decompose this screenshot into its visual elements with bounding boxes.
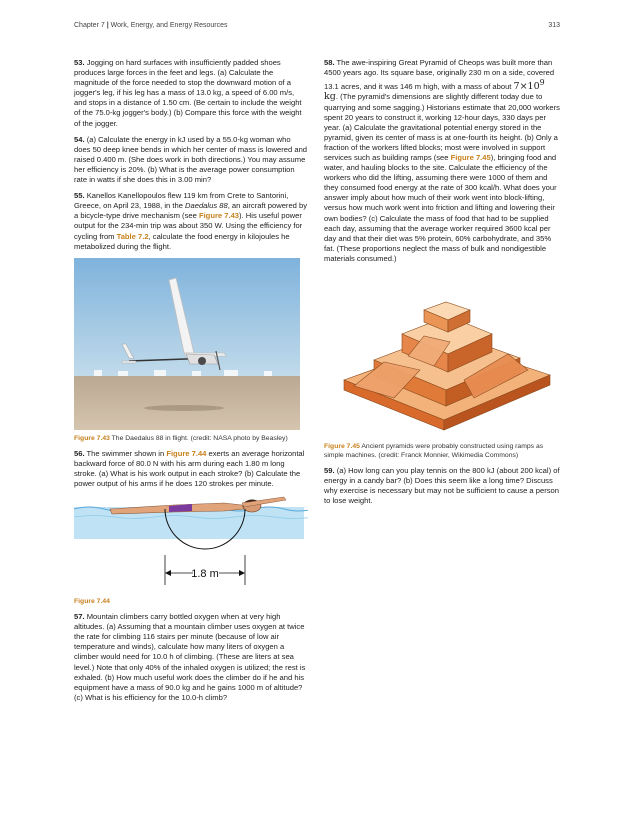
caption-text: The Daedalus 88 in flight. (credit: NASA photo by Beasley) [109,434,288,442]
problem-text: The swimmer shown in [86,448,167,458]
problem-58 [324,58,560,264]
table-link[interactable]: Table 7.2 [116,231,149,241]
right-column [324,58,560,512]
problem-number: 56. [74,448,85,458]
figure-link[interactable]: Figure 7.45 [450,153,491,162]
stroke-length-label: 1.8 m [191,568,219,581]
chapter-label: Chapter 7 [74,22,105,29]
caption-text: Ancient pyramids were probably constructed using ramps as simple machines. (credit: Franck Monnier, Wikimedia Commons) [324,443,544,460]
problem-number: 59. [324,466,335,476]
page-header [74,22,560,29]
problem-text: , an aircraft powered by a bicycle-type drive mechanism (see [74,201,308,221]
problem-text: ), bringing food and water, and hauling blocks to the site. Calculate the efficiency of the workers who did the lifting, assuming there were 1000 of them and they consumed food energy at the rate of 300 kcal/h. What does your answer imply about how much of their work went into block-lifting, versus how much work went into friction and lifting and lowering their own bodies? (c) Calculate the mass of food that had to be supplied each day, assuming that the average worker required 3600 kcal per day and that their diet was 5% protein, 60% carbohydrate, and 35% fat. (These proportions neglect the mass of bulk and nondigestible materials consumed.) [324,153,557,263]
header-separator: | [106,22,109,29]
problem-text: ). His useful power output for the 234-min trip was about 350 W. Using the efficiency for cycling from [74,211,303,241]
problem-text: Jogging on hard surfaces with insufficiently padded shoes produces large forces in the feet and legs. (a) Calculate the magnitude of the force needed to stop the downward motion of a jogger's leg, if his leg has a mass of 13.0 kg, a speed of 6.00 m/s, and stops in a distance of 1.50 cm. (Be certain to include the weight of the 75.0-kg jogger's body.) (b) Compare this force with the weight of the jogger. [74,58,302,128]
problem-number: 53. [74,58,85,67]
problem-number: 54. [74,134,85,144]
problem-text: . (The pyramid's dimensions are slightly different today due to quarrying and some sagging.) Historians estimate that 20,000 workers spent 20 years to construct it, working 12-hour days, 330 days per year. (a) Calculate the gravitational potential energy stored in the pyramid, given its center of mass is at one-fourth its height. (b) Only a fraction of the workers lifted blocks; most were involved in support services such as building ramps (see [324,92,560,162]
figure-label: Figure 7.45 [324,443,360,451]
problem-text: Kanellos Kanellopoulos flew 119 km from Crete to Santorini, Greece, on April 23, 1988, in the [74,191,289,211]
problem-number: 57. [74,612,85,622]
figure-43-caption [74,434,308,443]
problem-57 [74,612,308,703]
pyramid-mass-math: $7\times 10^9$ kg [324,78,545,103]
problem-text: The awe-inspiring Great Pyramid of Cheops was built more than 4500 years ago. Its square base, originally 230 m on a side, covered 13.1 acres, and it was 146 m high, with a mass of about [324,58,555,92]
figure-link[interactable]: Figure 7.43 [198,211,240,221]
problem-59 [324,466,560,506]
problem-54 [74,135,308,185]
problem-text: Mountain climbers carry bottled oxygen when at very high altitudes. (a) Assuming that a mountain climber uses oxygen at twice the rate for climbing 116 stairs per minute (because of low air temperature and winds), calculate how many liters of oxygen a climber would need for 10.0 h of climbing. (These are liters at sea level.) Note that only 40% of the inhaled oxygen is utilized; the rest is exhaled. (b) How much useful work does the climber do if he and his equipment have a mass of 90.0 kg and he gains 1000 m of altitude? (c) What is his efficiency for the 10.0-h climb? [74,612,306,702]
daedalus-photo [74,258,300,430]
problem-text: (a) How long can you play tennis on the 800 kJ (about 200 kcal) of energy in a candy bar? (b) Does this seem like a long time? Discuss why exercise is necessary but may not be sufficient to cause a person to lose weight. [324,466,560,506]
chapter-heading [74,22,227,29]
problem-53 [74,58,308,129]
figure-45-caption [324,442,560,460]
chapter-title: Work, Energy, and Energy Resources [110,22,228,29]
problem-number: 58. [324,58,335,67]
problem-text: (a) Calculate the energy in kJ used by a 55.0-kg woman who does 50 deep knee bends in which her center of mass is lowered and raised 0.400 m. (She does work in both directions.) You may assume her efficiency is 20%. (b) What is the average power consumption rate in watts if she does this in 3.00 min? [74,134,308,185]
figure-link[interactable]: Figure 7.44 [166,448,207,458]
pyramid-ramp-illustration [324,270,560,438]
problem-number: 55. [74,191,85,201]
figure-label: Figure 7.43 [74,434,110,442]
figure-44-caption [74,597,308,606]
aircraft-name: Daedalus 88 [185,201,228,211]
page-number: 313 [548,22,560,29]
problem-55 [74,191,308,252]
swimmer-diagram [74,495,308,593]
left-column [74,58,308,709]
problem-text: exerts an average horizontal backward force of 80.0 N with his arm during each 1.80 m long stroke. (a) What is his work output in each stroke? (b) Calculate the power output of his arms if he does 120 strokes per minute. [74,448,305,488]
figure-label: Figure 7.44 [74,598,110,606]
problem-text: , calculate the food energy in kilojoules he metabolized during the flight. [74,231,290,251]
problem-56 [74,449,308,489]
